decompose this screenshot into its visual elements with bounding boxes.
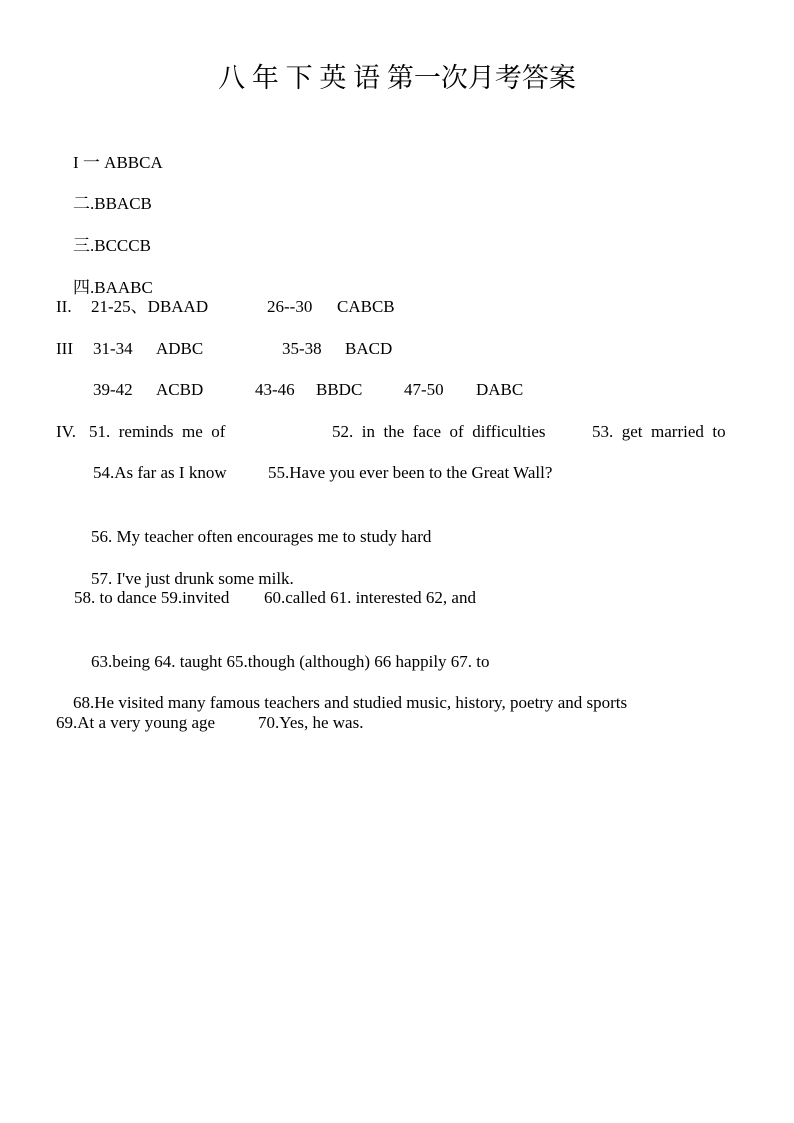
answer-line-section-iii-b <box>0 379 794 401</box>
section-label: III <box>56 339 73 358</box>
answer-text: 56. My teacher often encourages me to study hard <box>91 527 432 546</box>
answer-line-69-70 <box>0 712 794 734</box>
answer-range: 35-38 <box>282 339 322 358</box>
answer-line-section-iv-a <box>0 421 794 443</box>
answer-text: BACD <box>345 339 393 358</box>
answer-text: 二.BBACB <box>73 194 152 213</box>
answer-range: 26--30 <box>267 297 313 316</box>
answer-text: DABC <box>476 380 524 399</box>
answer-text: 69.At a very young age <box>56 713 216 732</box>
section-label: IV. <box>56 422 76 441</box>
section-label: II. <box>56 297 72 316</box>
answer-text: 53. get married to <box>592 422 726 441</box>
answer-text: BBDC <box>316 380 363 399</box>
answer-text: 70.Yes, he was. <box>258 713 364 732</box>
answer-line-section-iv-b <box>0 462 794 484</box>
answer-range: 39-42 <box>93 380 133 399</box>
answer-line-section-ii <box>0 296 794 318</box>
answer-text: 57. I've just drunk some milk. <box>91 569 294 588</box>
answer-text: 60.called 61. interested 62, and <box>264 588 476 607</box>
answer-text: 63.being 64. taught 65.though (although) 66 happily 67. to <box>91 652 490 671</box>
answer-text: 55.Have you ever been to the Great Wall? <box>268 463 553 482</box>
answer-range: 21-25、DBAAD <box>91 297 209 316</box>
answer-text: 68.He visited many famous teachers and studied music, history, poetry and sports <box>73 693 628 712</box>
answer-range: 43-46 <box>255 380 295 399</box>
answer-range: 47-50 <box>404 380 444 399</box>
answer-text: 54.As far as I know <box>93 463 227 482</box>
answer-text: 51. reminds me of <box>89 422 226 441</box>
answer-range: 31-34 <box>93 339 133 358</box>
answer-text: ACBD <box>156 380 204 399</box>
answer-text: CABCB <box>337 297 395 316</box>
answer-text: 52. in the face of difficulties <box>332 422 546 441</box>
answer-text: 58. to dance 59.invited <box>74 588 230 607</box>
answer-text: ADBC <box>156 339 204 358</box>
answer-line-58-62 <box>0 587 794 609</box>
answer-text: 四.BAABC <box>73 278 153 297</box>
answer-line-section-iii-a <box>0 338 794 360</box>
answer-text: I 一 ABBCA <box>73 153 163 172</box>
answer-text: 三.BCCCB <box>73 236 151 255</box>
page-title: 八 年 下 英 语 第一次月考答案 <box>218 63 576 93</box>
